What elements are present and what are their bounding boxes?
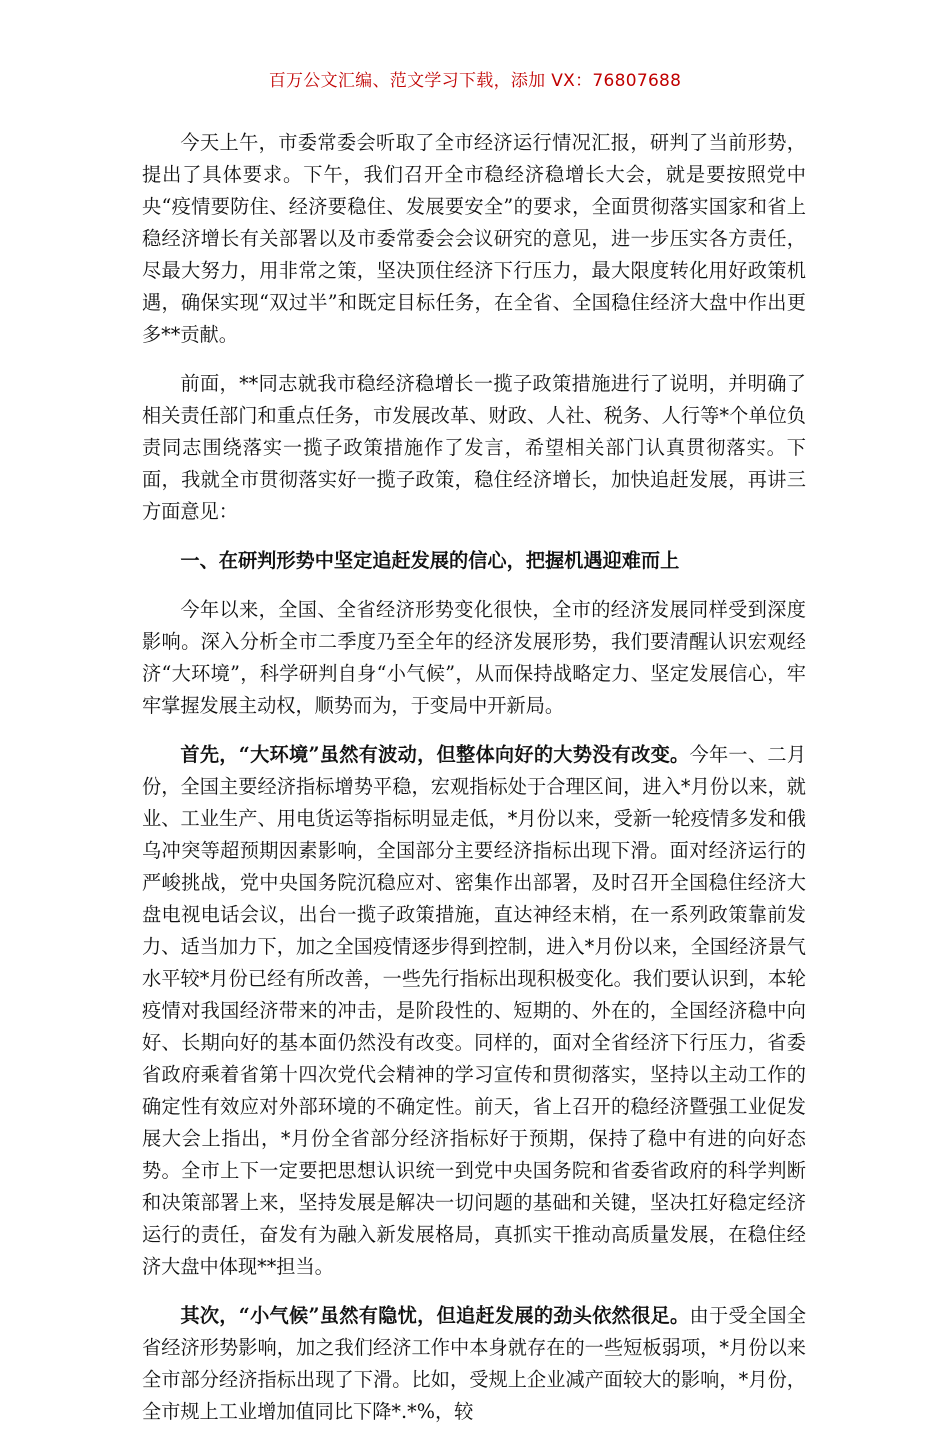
paragraph-5-lead: 其次，“小气候”虽然有隐忧，但追赶发展的劲头依然很足。 [180,1304,690,1327]
document-body [142,127,806,1445]
paragraph-4-lead: 首先，“大环境”虽然有波动，但整体向好的大势没有改变。 [180,743,690,766]
section-heading-1: 一、在研判形势中坚定追赶发展的信心，把握机遇迎难而上 [180,549,680,572]
paragraph-3: 今年以来，全国、全省经济形势变化很快，全市的经济发展同样受到深度影响。深入分析全市二季度乃至全年的经济发展形势，我们要清醒认识宏观经济“大环境”，科学研判自身“小气候”，从而保持战略定力、坚定发展信心，牢牢掌握发展主动权，顺势而为，于变局中开新局。 [142,598,806,717]
paragraph-4-body: 今年一、二月份，全国主要经济指标增势平稳，宏观指标处于合理区间，进入*月份以来，就业、工业生产、用电货运等指标明显走低，*月份以来，受新一轮疫情多发和俄乌冲突等超预期因素影响，全国部分主要经济指标出现下滑。面对经济运行的严峻挑战，党中央国务院沉稳应对、密集作出部署，及时召开全国稳住经济大盘电视电话会议，出台一揽子政策措施，直达神经末梢，在一系列政策靠前发力、适当加力下，加之全国疫情逐步得到控制，进入*月份以来，全国经济景气水平较*月份已经有所改善，一些先行指标出现积极变化。我们要认识到，本轮疫情对我国经济带来的冲击，是阶段性的、短期的、外在的，全国经济稳中向好、长期向好的基本面仍然没有改变。同样的，面对全省经济下行压力，省委省政府乘着省第十四次党代会精神的学习宣传和贯彻落实，坚持以主动工作的确定性有效应对外部环境的不确定性。前天，省上召开的稳经济暨强工业促发展大会上指出，*月份全省部分经济指标好于预期，保持了稳中有进的向好态势。全市上下一定要把思想认识统一到党中央国务院和省委省政府的科学判断和决策部署上来，坚持发展是解决一切问题的基础和关键，坚决扛好稳定经济运行的责任，奋发有为融入新发展格局，真抓实干推动高质量发展，在稳住经济大盘中体现**担当。 [142,743,807,1278]
paragraph-4 [142,739,806,1283]
paragraph-1: 今天上午，市委常委会听取了全市经济运行情况汇报，研判了当前形势，提出了具体要求。下午，我们召开全市稳经济稳增长大会，就是要按照党中央“疫情要防住、经济要稳住、发展要安全”的要求，全面贯彻落实国家和省上稳经济增长有关部署以及市委常委会会议研究的意见，进一步压实各方责任，尽最大努力，用非常之策，坚决顶住经济下行压力，最大限度转化用好政策机遇，确保实现“双过半”和既定目标任务，在全省、全国稳住经济大盘中作出更多**贡献。 [142,131,806,346]
paragraph-2: 前面，**同志就我市稳经济稳增长一揽子政策措施进行了说明，并明确了相关责任部门和重点任务，市发展改革、财政、人社、税务、人行等*个单位负责同志围绕落实一揽子政策措施作了发言，希望相关部门认真贯彻落实。下面，我就全市贯彻落实好一揽子政策，稳住经济增长，加快追赶发展，再讲三方面意见： [142,372,806,523]
paragraph-5-body: 由于受全国全省经济形势影响，加之我们经济工作中本身就存在的一些短板弱项，*月份以来全市部分经济指标出现了下滑。比如，受规上企业减产面较大的影响，*月份，全市规上工业增加值同比下降*.*%，较 [142,1304,807,1423]
header-banner: 百万公文汇编、范文学习下载，添加 VX：76807688 [268,71,682,91]
paragraph-5 [142,1300,806,1428]
